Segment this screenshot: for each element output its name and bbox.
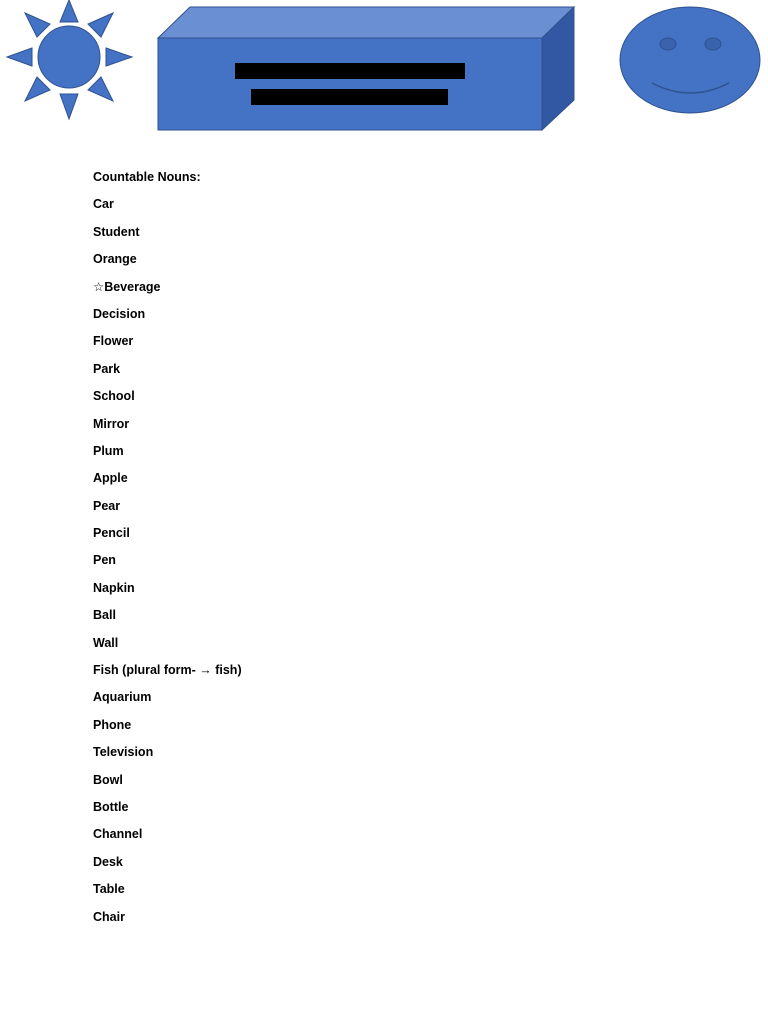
smiley-face-icon <box>620 7 760 113</box>
sun-icon <box>7 0 132 119</box>
list-item: Pencil <box>93 526 130 541</box>
list-item: Pear <box>93 498 121 513</box>
list-item: Napkin <box>93 580 135 595</box>
list-item: Ball <box>93 608 116 623</box>
list-item: Chair <box>93 909 125 924</box>
list-item: Television <box>93 745 154 760</box>
list-item: Table <box>93 882 125 897</box>
list-item: Channel <box>93 827 143 842</box>
list-item: Aquarium <box>93 690 152 705</box>
list-item: Fish (plural form- → fish) <box>93 663 242 678</box>
list-item: Phone <box>93 717 132 732</box>
list-item: Park <box>93 361 121 376</box>
list-item: Desk <box>93 854 123 869</box>
list-item: Student <box>93 224 140 239</box>
list-item: Car <box>93 197 114 212</box>
list-item: Mirror <box>93 416 130 431</box>
list-item: Orange <box>93 252 137 267</box>
list-heading: Countable Nouns: <box>93 170 201 184</box>
document-body <box>93 168 693 935</box>
list-item: ☆Beverage <box>93 279 161 294</box>
list-item: Apple <box>93 471 128 486</box>
redaction-bar <box>235 63 465 79</box>
list-item: Decision <box>93 306 146 321</box>
list-item: Plum <box>93 443 124 458</box>
list-item: Flower <box>93 334 134 349</box>
noun-list <box>93 195 693 935</box>
list-item: Wall <box>93 635 119 650</box>
list-item: Bottle <box>93 799 129 814</box>
header-art <box>0 0 768 140</box>
list-item: Bowl <box>93 772 123 787</box>
list-item: Pen <box>93 553 116 568</box>
redaction-bar <box>251 89 448 105</box>
list-item: School <box>93 389 135 404</box>
